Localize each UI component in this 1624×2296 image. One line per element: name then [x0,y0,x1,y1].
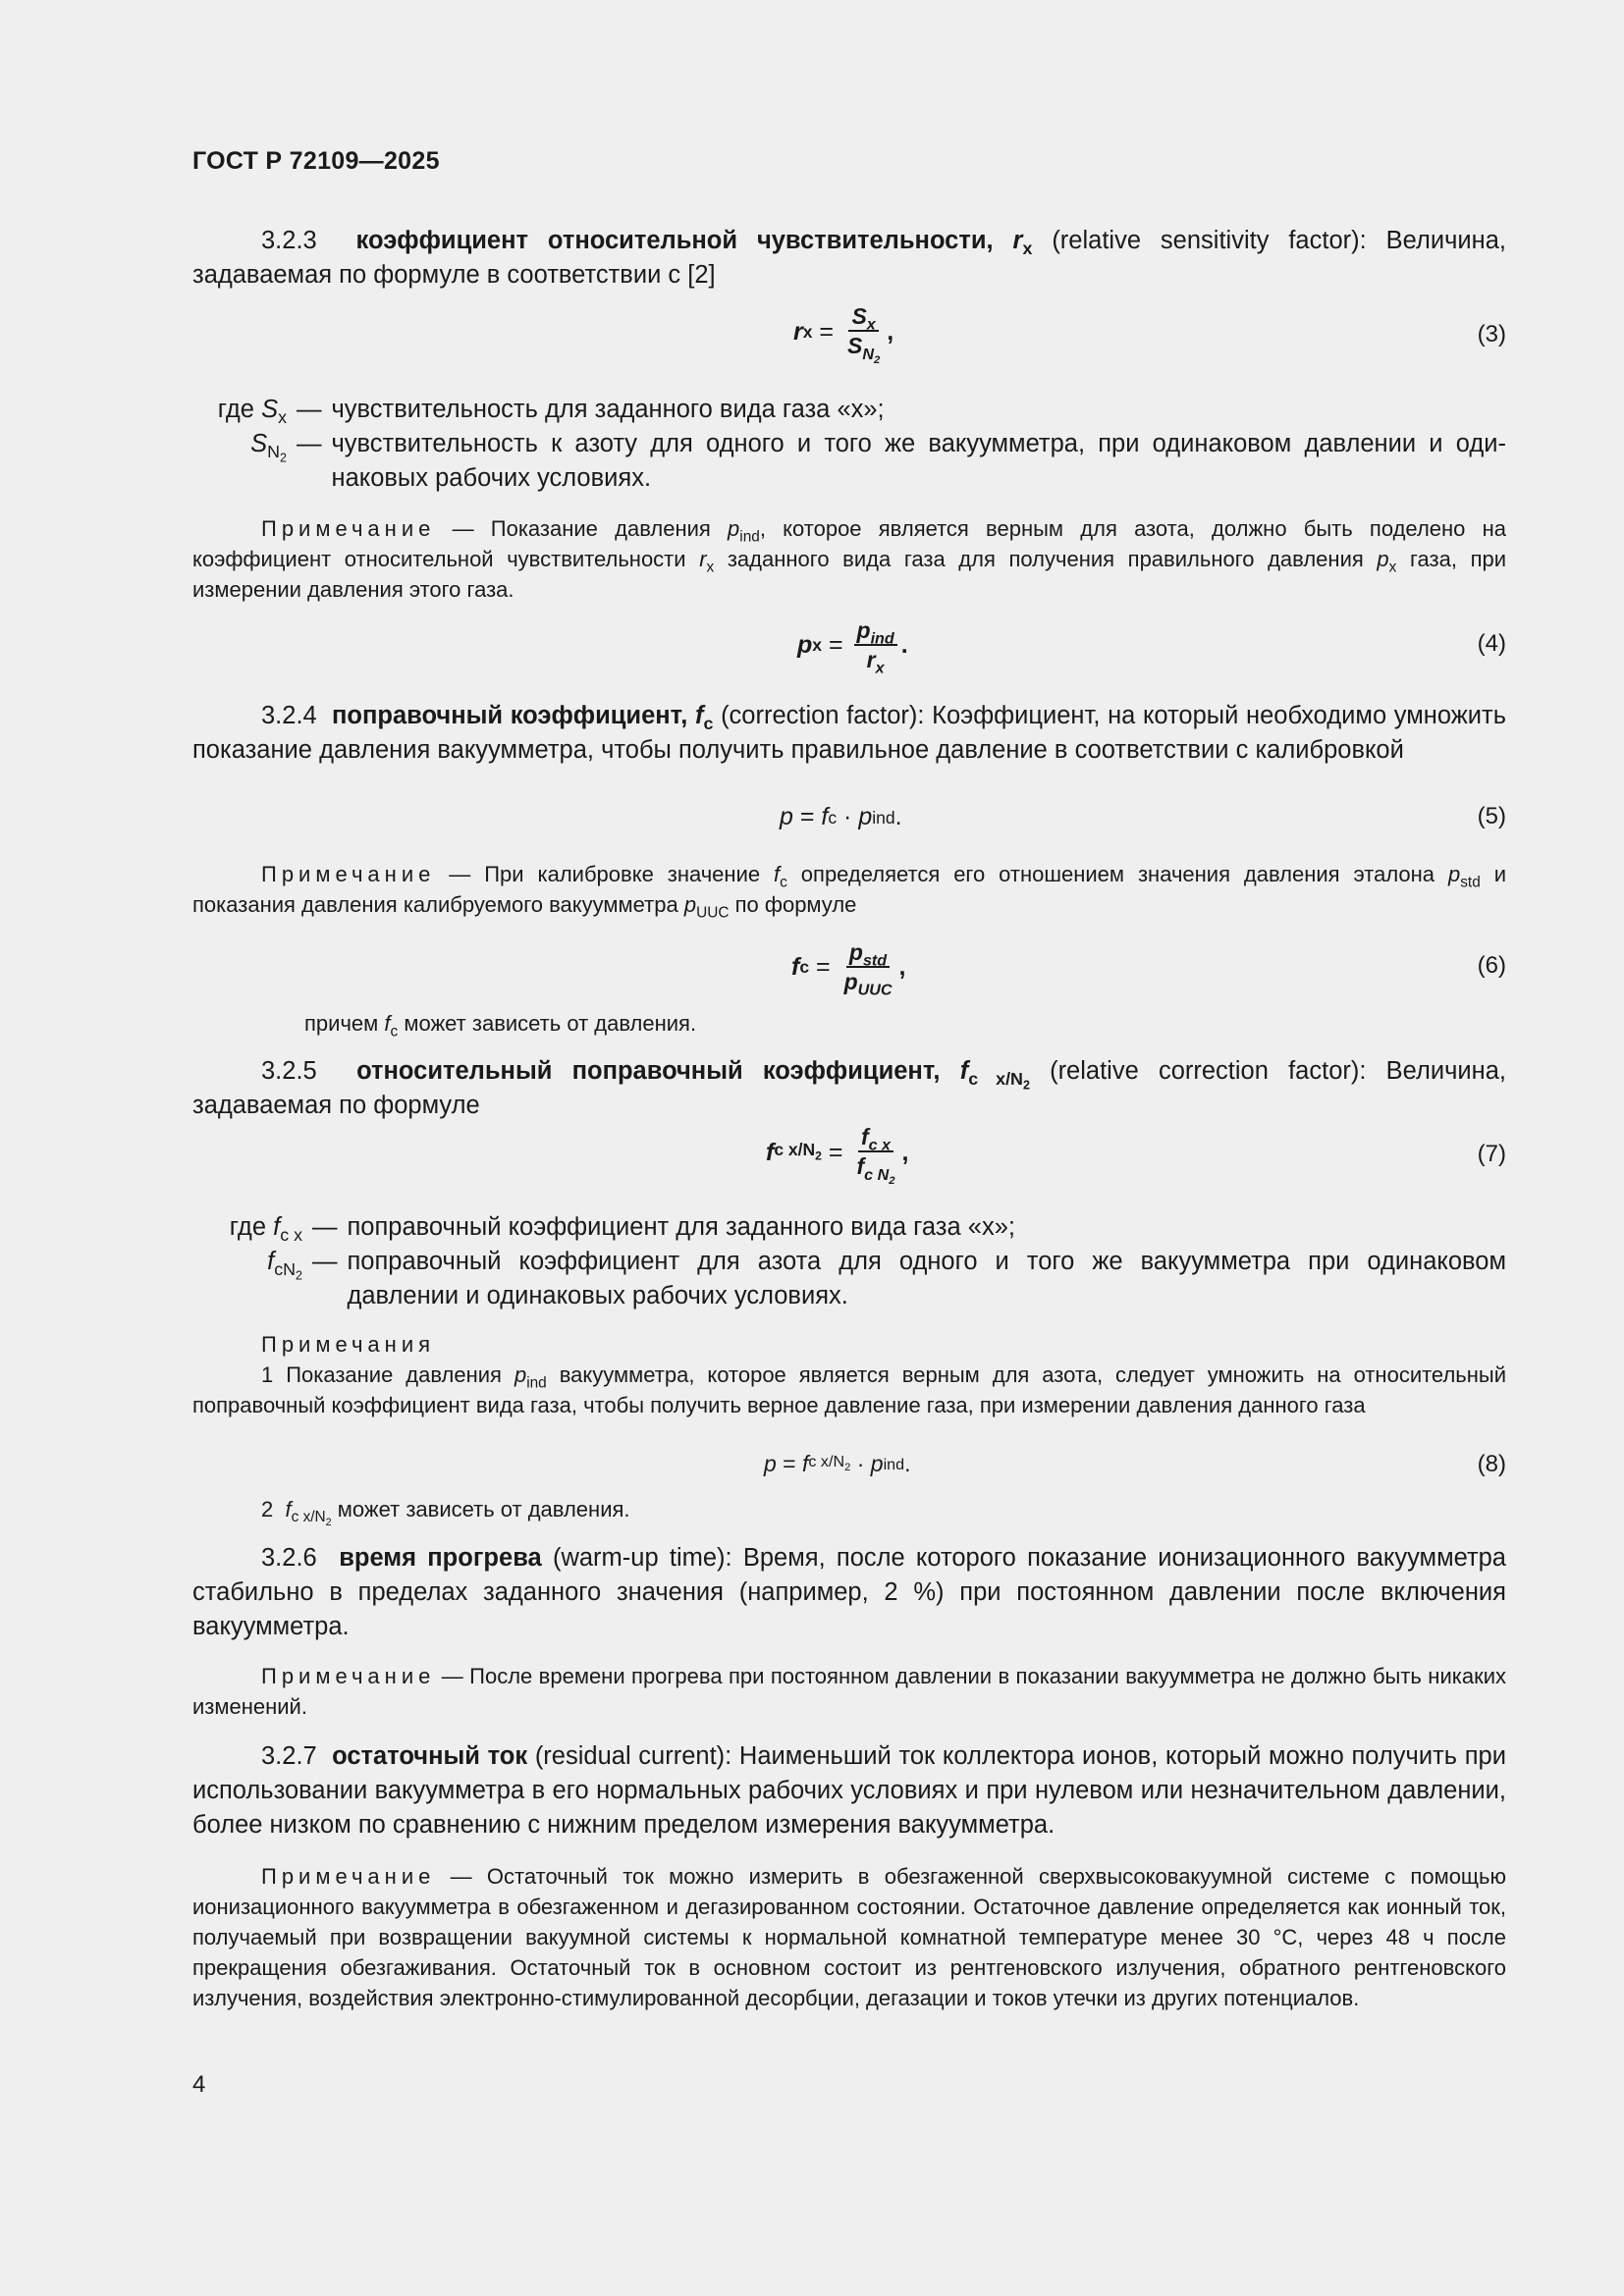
clause-number: 3.2.4 [261,702,317,729]
equation-7 [192,1124,1506,1187]
note-2: Примечание — При калибровке значение $f_c$ определяется его отношением значения давления эталона $p_{std}$ и показания давления калибруемого вакуумметра $p_{UUC}$ по формуле [192,862,1506,922]
equation-6 [192,940,1506,999]
clause-3-2-3: 3.2.3 коэффициент относительной чувствительности, $r_x$ (relative sensitivity factor): Величина, задаваемая по формуле в соответствии с [2] [192,227,1506,289]
note-2-continuation: причем $f_c$ может зависеть от давления. [304,1011,697,1041]
clause-term: поправочный коэффициент, [331,702,688,729]
equation-number: (5) [1477,803,1506,829]
equation-4 [192,618,1506,677]
equation-5 [192,803,1506,862]
note-1: Примечание — Показание давления $p_{ind}$, которое является верным для азота, должно быть поделено на коэффициент относительной чувствительности $r_x$ заданного вида газа для получения правильного давления $p_x$ газа, при измерении давления этого газа. [192,516,1507,602]
equation-number: (7) [1477,1141,1506,1167]
notes-3: Примечания 1 Показание давления $p_{ind}$ вакуумметра, которое является верным для азота, следует умножить на относительный поправочный коэффициент вида газа, чтобы получить верное давление газа, при измерении давления данного газа [192,1332,1506,1417]
clause-3-2-6: 3.2.6 время прогрева (warm-up time): Время, после которого показание ионизационного вакуумметра стабильно в пределах заданного значения (например, 2 %) при постоянном давлении после включения вакуумметра. [192,1544,1506,1640]
note-4: Примечание — После времени прогрева при постоянном давлении в показании вакуумметра не должно быть никаких изменений. [192,1664,1506,1719]
equation-body: p = f c · p ind . [780,803,902,830]
document-header: ГОСТ Р 72109—2025 [192,147,440,175]
clause-term: коэффициент относительной чувствительности, [355,227,994,254]
notes-3-item-2: 2 $f_{c x/N_2}$ может зависеть от давления. [261,1497,630,1529]
clause-term: остаточный ток [332,1742,528,1770]
clause-number: 3.2.6 [261,1544,317,1572]
definitions-2: где $f_{c x}$ — поправочный коэффициент для заданного вида газа «x»; $f_{cN_2}$ — поправочный коэффициент для азота для одного и того же вакуумметра при одинаковом давлении и одинаковых рабочих условиях. [229,1213,1506,1309]
clause-number: 3.2.7 [261,1742,317,1770]
clause-term: относительный поправочный коэффициент, [356,1057,941,1085]
equation-body: p x = $\frac{p_{ind}}{r_x}$ . [797,617,908,677]
equation-body: f c = $\frac{p_{std}}{p_{UUC}}$ , [791,939,906,999]
equation-body: f c $x/N_2$ = $\frac{f_{c x}}{f_{c N_2}}$ , [766,1124,909,1187]
equation-body: r x = $\frac{S_x}{S_{N_2}}$ , [793,303,894,366]
definitions-1: где $S_x$ — чувствительность для заданного вида газа «x»; $S_{N_2}$ — чувствительность к азоту для одного и того же вакуумметра, при одинаковом давлении и одинаковых рабочих условиях. [217,396,1506,492]
note-5: Примечание — Остаточный ток можно измерить в обезгаженной сверхвысоковакуумной системе с помощью ионизационного вакуумметра в обезгаженном и дегазированном состоянии. Остаточное давление определяется как ионный ток, получаемый при возвращении вакуумной системы к нормальной комнатной температуре менее 30 °С, через 48 ч после прекращения обезгаживания. Остаточный ток в основном состоит из рентгеновского излучения, обратного рентгеновского излучения, воздействия электронно-стимулированной десорбции, дегазации и токов утечки из других потенциалов. [192,1864,1506,2010]
equation-number: (6) [1477,952,1506,979]
clause-3-2-4: 3.2.4 поправочный коэффициент, $f_c$ (correction factor): Коэффициент, на который необходимо умножить показание давления вакуумметра, чтобы получить правильное давление в соответствии с калибровкой [192,702,1506,764]
equation-number: (8) [1477,1451,1506,1477]
clause-number: 3.2.5 [261,1057,317,1085]
page-number: 4 [192,2071,206,2098]
clause-number: 3.2.3 [261,227,317,254]
equation-number: (3) [1477,321,1506,347]
equation-3 [192,303,1506,366]
clause-term: время прогрева [339,1544,542,1572]
equation-body: p = f c $x/N_2$ · p ind . [764,1451,911,1476]
equation-number: (4) [1477,630,1506,657]
clause-3-2-7: 3.2.7 остаточный ток (residual current): Наименьший ток коллектора ионов, который можно получить при использовании вакуумметра в его нормальных рабочих условиях и при нулевом или незначительном давлении, более низком по сравнению с нижним пределом измерения вакуумметра. [192,1742,1506,1839]
clause-3-2-5: 3.2.5 относительный поправочный коэффициент, $f_{c x/N_2}$ (relative correction factor): Величина, задаваемая по формуле [192,1057,1506,1119]
